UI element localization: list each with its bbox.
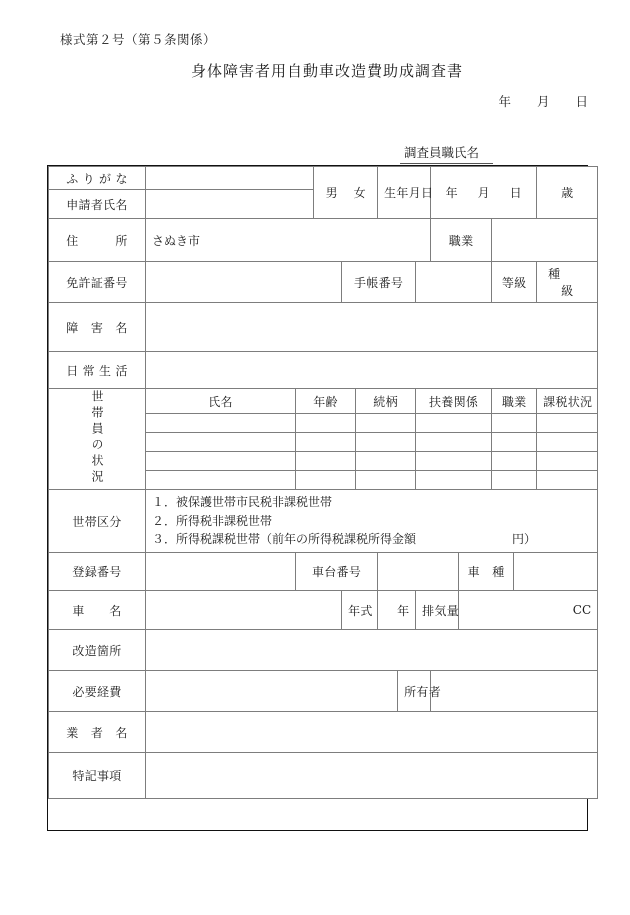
handbook-number-label: 手帳番号	[342, 262, 416, 303]
household-cell-occupation[interactable]	[492, 471, 537, 490]
vehicle-name-label: 車 名	[49, 591, 146, 630]
daily-life-label: 日 常 生 活	[49, 352, 146, 389]
grade-label: 等級	[492, 262, 537, 303]
household-cell-name[interactable]	[146, 433, 296, 452]
contractor-value[interactable]	[146, 712, 598, 753]
occupation-value[interactable]	[492, 219, 598, 262]
address-label: 住 所	[49, 219, 146, 262]
date-day-label: 日	[575, 94, 588, 109]
row-address	[49, 219, 598, 262]
remarks-label: 特記事項	[49, 753, 146, 799]
household-class-option-1[interactable]: １．被保護世帯市民税非課税世帯	[152, 495, 333, 510]
displacement-value[interactable]: CC	[459, 591, 598, 630]
modification-value[interactable]	[146, 630, 598, 671]
household-cell-support[interactable]	[416, 452, 492, 471]
document-title: 身体障害者用自動車改造費助成調査書	[190, 62, 463, 80]
row-cost	[49, 671, 598, 712]
row-household-class	[49, 490, 598, 553]
household-col-support: 扶養関係	[416, 389, 492, 414]
date-line	[498, 92, 588, 110]
row-modification	[49, 630, 598, 671]
row-daily-life	[49, 352, 598, 389]
household-class-options[interactable]	[146, 490, 598, 553]
household-block-label: 世帯員の状況	[49, 389, 146, 490]
row-remarks	[49, 753, 598, 799]
household-cell-occupation[interactable]	[492, 433, 537, 452]
household-cell-tax[interactable]	[537, 452, 598, 471]
date-month-label: 月	[536, 94, 550, 109]
row-registration	[49, 553, 598, 591]
birthdate-label: 生年月日	[378, 167, 431, 219]
license-number-label: 免許証番号	[49, 262, 146, 303]
daily-life-value[interactable]	[146, 352, 598, 389]
cost-value[interactable]	[146, 671, 398, 712]
household-cell-age[interactable]	[296, 452, 356, 471]
vehicle-name-value[interactable]	[146, 591, 342, 630]
applicant-name-label: 申請者氏名	[49, 190, 146, 219]
birth-year-label: 年	[445, 186, 458, 200]
furigana-label: ふ り が な	[49, 167, 146, 190]
household-cell-relation[interactable]	[356, 433, 416, 452]
household-cell-age[interactable]	[296, 433, 356, 452]
household-class-label: 世帯区分	[49, 490, 146, 553]
household-cell-age[interactable]	[296, 414, 356, 433]
household-col-relation: 続柄	[356, 389, 416, 414]
survey-form-table	[48, 166, 598, 799]
sex-cell[interactable]	[314, 167, 378, 219]
handbook-number-value[interactable]	[416, 262, 492, 303]
household-cell-tax[interactable]	[537, 414, 598, 433]
household-cell-tax[interactable]	[537, 471, 598, 490]
birthdate-value[interactable]	[431, 167, 537, 219]
date-year-label: 年	[498, 94, 511, 109]
grade-type-label: 種	[548, 267, 561, 281]
occupation-label: 職業	[431, 219, 492, 262]
age-value[interactable]: 歳	[537, 167, 598, 219]
row-license	[49, 262, 598, 303]
household-cell-relation[interactable]	[356, 452, 416, 471]
owner-label: 所有者	[398, 671, 431, 712]
vehicle-type-value[interactable]	[514, 553, 598, 591]
household-cell-tax[interactable]	[537, 433, 598, 452]
disability-name-label: 障 害 名	[49, 303, 146, 352]
household-col-age: 年齢	[296, 389, 356, 414]
household-col-occupation: 職業	[492, 389, 537, 414]
chassis-number-value[interactable]	[378, 553, 459, 591]
address-value[interactable]: さぬき市	[146, 219, 431, 262]
model-year-value[interactable]: 年	[378, 591, 416, 630]
applicant-name-value[interactable]	[146, 190, 314, 219]
license-number-value[interactable]	[146, 262, 342, 303]
household-col-name: 氏名	[146, 389, 296, 414]
disability-name-value[interactable]	[146, 303, 598, 352]
household-cell-name[interactable]	[146, 452, 296, 471]
row-contractor	[49, 712, 598, 753]
remarks-value[interactable]	[146, 753, 598, 799]
form-number: 様式第２号（第５条関係）	[60, 32, 217, 47]
registration-number-label: 登録番号	[49, 553, 146, 591]
row-furigana	[49, 167, 598, 190]
inspector-name-line[interactable]: 調査員職氏名	[400, 143, 493, 164]
row-household-header	[49, 389, 598, 414]
birth-day-label: 日	[509, 186, 522, 200]
household-cell-occupation[interactable]	[492, 414, 537, 433]
displacement-label: 排気量	[416, 591, 459, 630]
household-cell-support[interactable]	[416, 471, 492, 490]
row-vehicle-name	[49, 591, 598, 630]
grade-rank-label: 級	[561, 284, 574, 298]
household-cell-support[interactable]	[416, 414, 492, 433]
household-cell-name[interactable]	[146, 471, 296, 490]
vehicle-type-label: 車 種	[459, 553, 514, 591]
contractor-label: 業 者 名	[49, 712, 146, 753]
furigana-value[interactable]	[146, 167, 314, 190]
sex-female-label[interactable]: 女	[353, 186, 366, 200]
household-cell-occupation[interactable]	[492, 452, 537, 471]
owner-value[interactable]	[431, 671, 598, 712]
household-cell-name[interactable]	[146, 414, 296, 433]
birth-month-label: 月	[477, 186, 490, 200]
household-cell-support[interactable]	[416, 433, 492, 452]
household-class-amount-unit: 円）	[512, 532, 537, 547]
household-cell-relation[interactable]	[356, 414, 416, 433]
cost-label: 必要経費	[49, 671, 146, 712]
row-disability-name	[49, 303, 598, 352]
household-col-tax: 課税状況	[537, 389, 598, 414]
modification-label: 改造箇所	[49, 630, 146, 671]
household-cell-age[interactable]	[296, 471, 356, 490]
household-cell-relation[interactable]	[356, 471, 416, 490]
household-class-option-2[interactable]: ２．所得税非課税世帯	[152, 513, 273, 528]
household-class-option-3[interactable]: ３．所得税課税世帯（前年の所得税課税所得金額 円）	[152, 530, 591, 549]
chassis-number-label: 車台番号	[296, 553, 378, 591]
grade-value[interactable]	[537, 262, 598, 303]
sex-male-label[interactable]: 男	[325, 186, 338, 200]
model-year-label: 年式	[342, 591, 378, 630]
registration-number-value[interactable]	[146, 553, 296, 591]
